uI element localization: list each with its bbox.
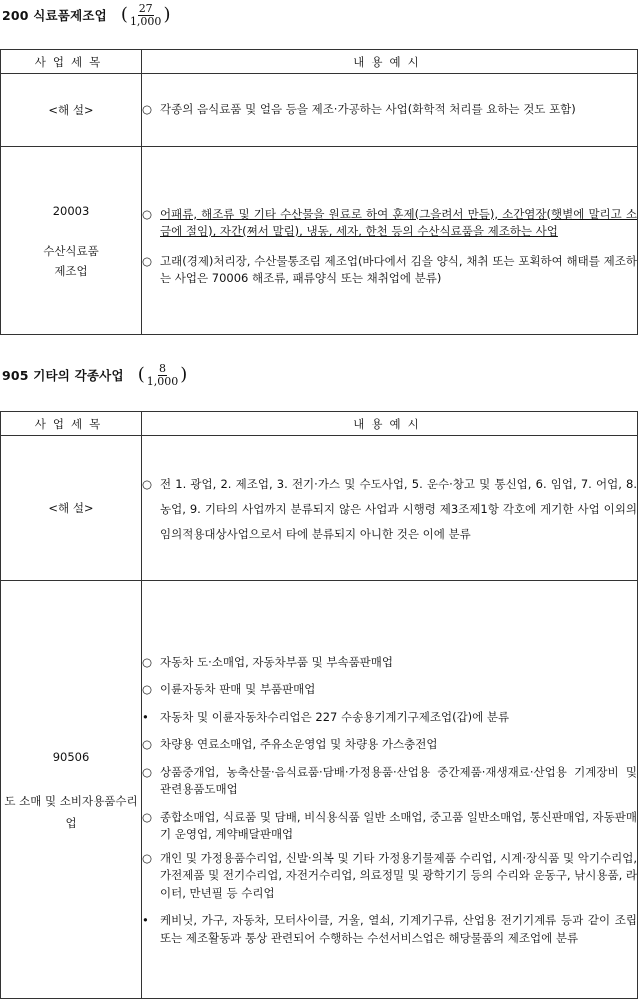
item-marker: • — [142, 913, 149, 928]
row-label — [1, 147, 142, 335]
section-header-200 — [2, 3, 170, 27]
item-marker: ○ — [142, 682, 153, 697]
list-item — [142, 764, 637, 799]
list-item — [142, 654, 637, 672]
item-text: 자동차 및 이륜자동차수리업은 227 수송용기계기구제조업(갑)에 분류 — [160, 709, 510, 724]
list-item — [142, 809, 637, 844]
section-title: 200 식료품제조업 — [2, 8, 107, 24]
column-header-item: 사업세목 — [1, 412, 142, 436]
label-line — [1, 768, 141, 790]
row-label — [1, 74, 142, 147]
list-item — [142, 101, 637, 119]
list-item — [142, 253, 637, 288]
item-marker: ○ — [142, 850, 153, 865]
label-line: 20003 — [52, 203, 90, 218]
rate-denominator: 1,000 — [129, 14, 162, 28]
row-label — [1, 581, 142, 999]
item-marker: ○ — [142, 737, 153, 752]
list-item — [142, 912, 637, 947]
section-header-905 — [2, 363, 187, 387]
rate-denominator: 1,000 — [146, 374, 179, 388]
item-marker: ○ — [142, 206, 153, 221]
label-line: 제조업 — [54, 263, 88, 278]
row-content — [142, 74, 638, 147]
item-text: 전 1. 광업, 2. 제조업, 3. 전기·가스 및 수도사업, 5. 운수·창고 및 통신업, 6. 임업, 7. 어업, 8. 농업, 9. 기타의 사업까지 분류되지 않은 사업과 시행령 제3조제1항 각호에 게기한 사업 이외의 임의적용대상사업으로서 타에 분류되지 아니한 것은 이에 분류 — [160, 476, 637, 541]
section-title: 905 기타의 각종사업 — [2, 368, 124, 384]
item-text: 케비닛, 가구, 자동차, 모터사이클, 거울, 열쇠, 기계기구류, 산업용 전기기계류 등과 같이 조립 또는 제조활동과 통상 관련되어 수행하는 수선서비스업은 해당물품의 제조업에 분류 — [160, 913, 637, 945]
table-200 — [0, 49, 638, 335]
row-label — [1, 436, 142, 581]
rate-numerator: 8 — [159, 362, 167, 375]
item-marker: ○ — [142, 764, 153, 779]
label-line: <해 설> — [48, 103, 94, 117]
row-content — [142, 581, 638, 999]
list-item — [142, 472, 637, 547]
list-item — [142, 736, 637, 754]
rate-numerator: 27 — [138, 2, 153, 15]
rate-fraction — [130, 3, 162, 27]
table-row — [1, 74, 638, 147]
premium-rate: ( $\frac{8}{1,000}$ ) — [137, 362, 188, 388]
table-row — [1, 581, 638, 999]
item-marker: ○ — [142, 476, 153, 491]
item-marker: ○ — [142, 253, 153, 268]
item-text: 상품중개업, 농축산물·음식료품·담배·가정용품·산업용 중간제품·재생재료·산업용 기계장비 및 관련용품도매업 — [160, 764, 637, 797]
row-content — [142, 436, 638, 581]
list-item — [142, 850, 637, 903]
item-marker: ○ — [142, 102, 153, 117]
row-content — [142, 147, 638, 335]
item-text: 고래(경제)처리장, 수산물통조림 제조업(바다에서 김을 양식, 채취 또는 포획하여 해태를 제조하는 사업은 70006 해조류, 패류양식 또는 채취업에 분류) — [160, 253, 637, 285]
rate-fraction — [147, 363, 179, 387]
table-row — [1, 147, 638, 335]
label-line — [1, 221, 141, 241]
item-text: 개인 및 가정용품수리업, 신발·의복 및 기타 가정용기물제품 수리업, 시계·장식품 및 악기수리업, 가전제품 및 전기수리업, 자전거수리업, 의료정밀 및 광학기기 등의 수리와 운동구, 낚시용품, 라이터, 만년필 등 수리업 — [160, 850, 637, 900]
list-item — [142, 681, 637, 699]
label-line: <해 설> — [48, 501, 94, 515]
item-text: 차량용 연료소매업, 주유소운영업 및 차량용 가스충전업 — [160, 737, 438, 752]
item-marker: • — [142, 709, 149, 724]
table-905 — [0, 411, 638, 999]
label-line: 도 소매 및 소비자용품수리업 — [4, 793, 138, 830]
label-line: 90506 — [52, 749, 90, 764]
item-marker: ○ — [142, 654, 153, 669]
column-header-content: 내용예시 — [142, 50, 638, 74]
table-row — [1, 436, 638, 581]
item-text: 각종의 음식료품 및 얼음 등을 제조·가공하는 사업(화학적 처리를 요하는 것도 포함) — [160, 102, 576, 117]
list-item — [142, 709, 637, 727]
column-header-item: 사업세목 — [1, 50, 142, 74]
item-text: 종합소매업, 식료품 및 담배, 비식용식품 일반 소매업, 중고품 일반소매업, 통신판매업, 자동판매기 운영업, 계약배달판매업 — [160, 809, 637, 842]
premium-rate: ( $\frac{27}{1,000}$ ) — [120, 2, 171, 28]
column-header-content: 내용예시 — [142, 412, 638, 436]
item-marker: ○ — [142, 809, 153, 824]
list-item — [142, 206, 637, 241]
label-line: 수산식료품 — [43, 243, 99, 258]
item-text: 자동차 도·소매업, 자동차부품 및 부속품판매업 — [160, 654, 394, 669]
item-text: 이륜자동차 판매 및 부품판매업 — [160, 682, 316, 697]
item-text: 어패류, 해조류 및 기타 수산물을 원료로 하여 훈제(그을려서 만듬), 소간염장(햇볕에 말리고 소금에 절임), 자간(쪄서 말림), 냉동, 세자, 한천 등의 수산식료품을 제조하는 사업 — [160, 206, 637, 238]
